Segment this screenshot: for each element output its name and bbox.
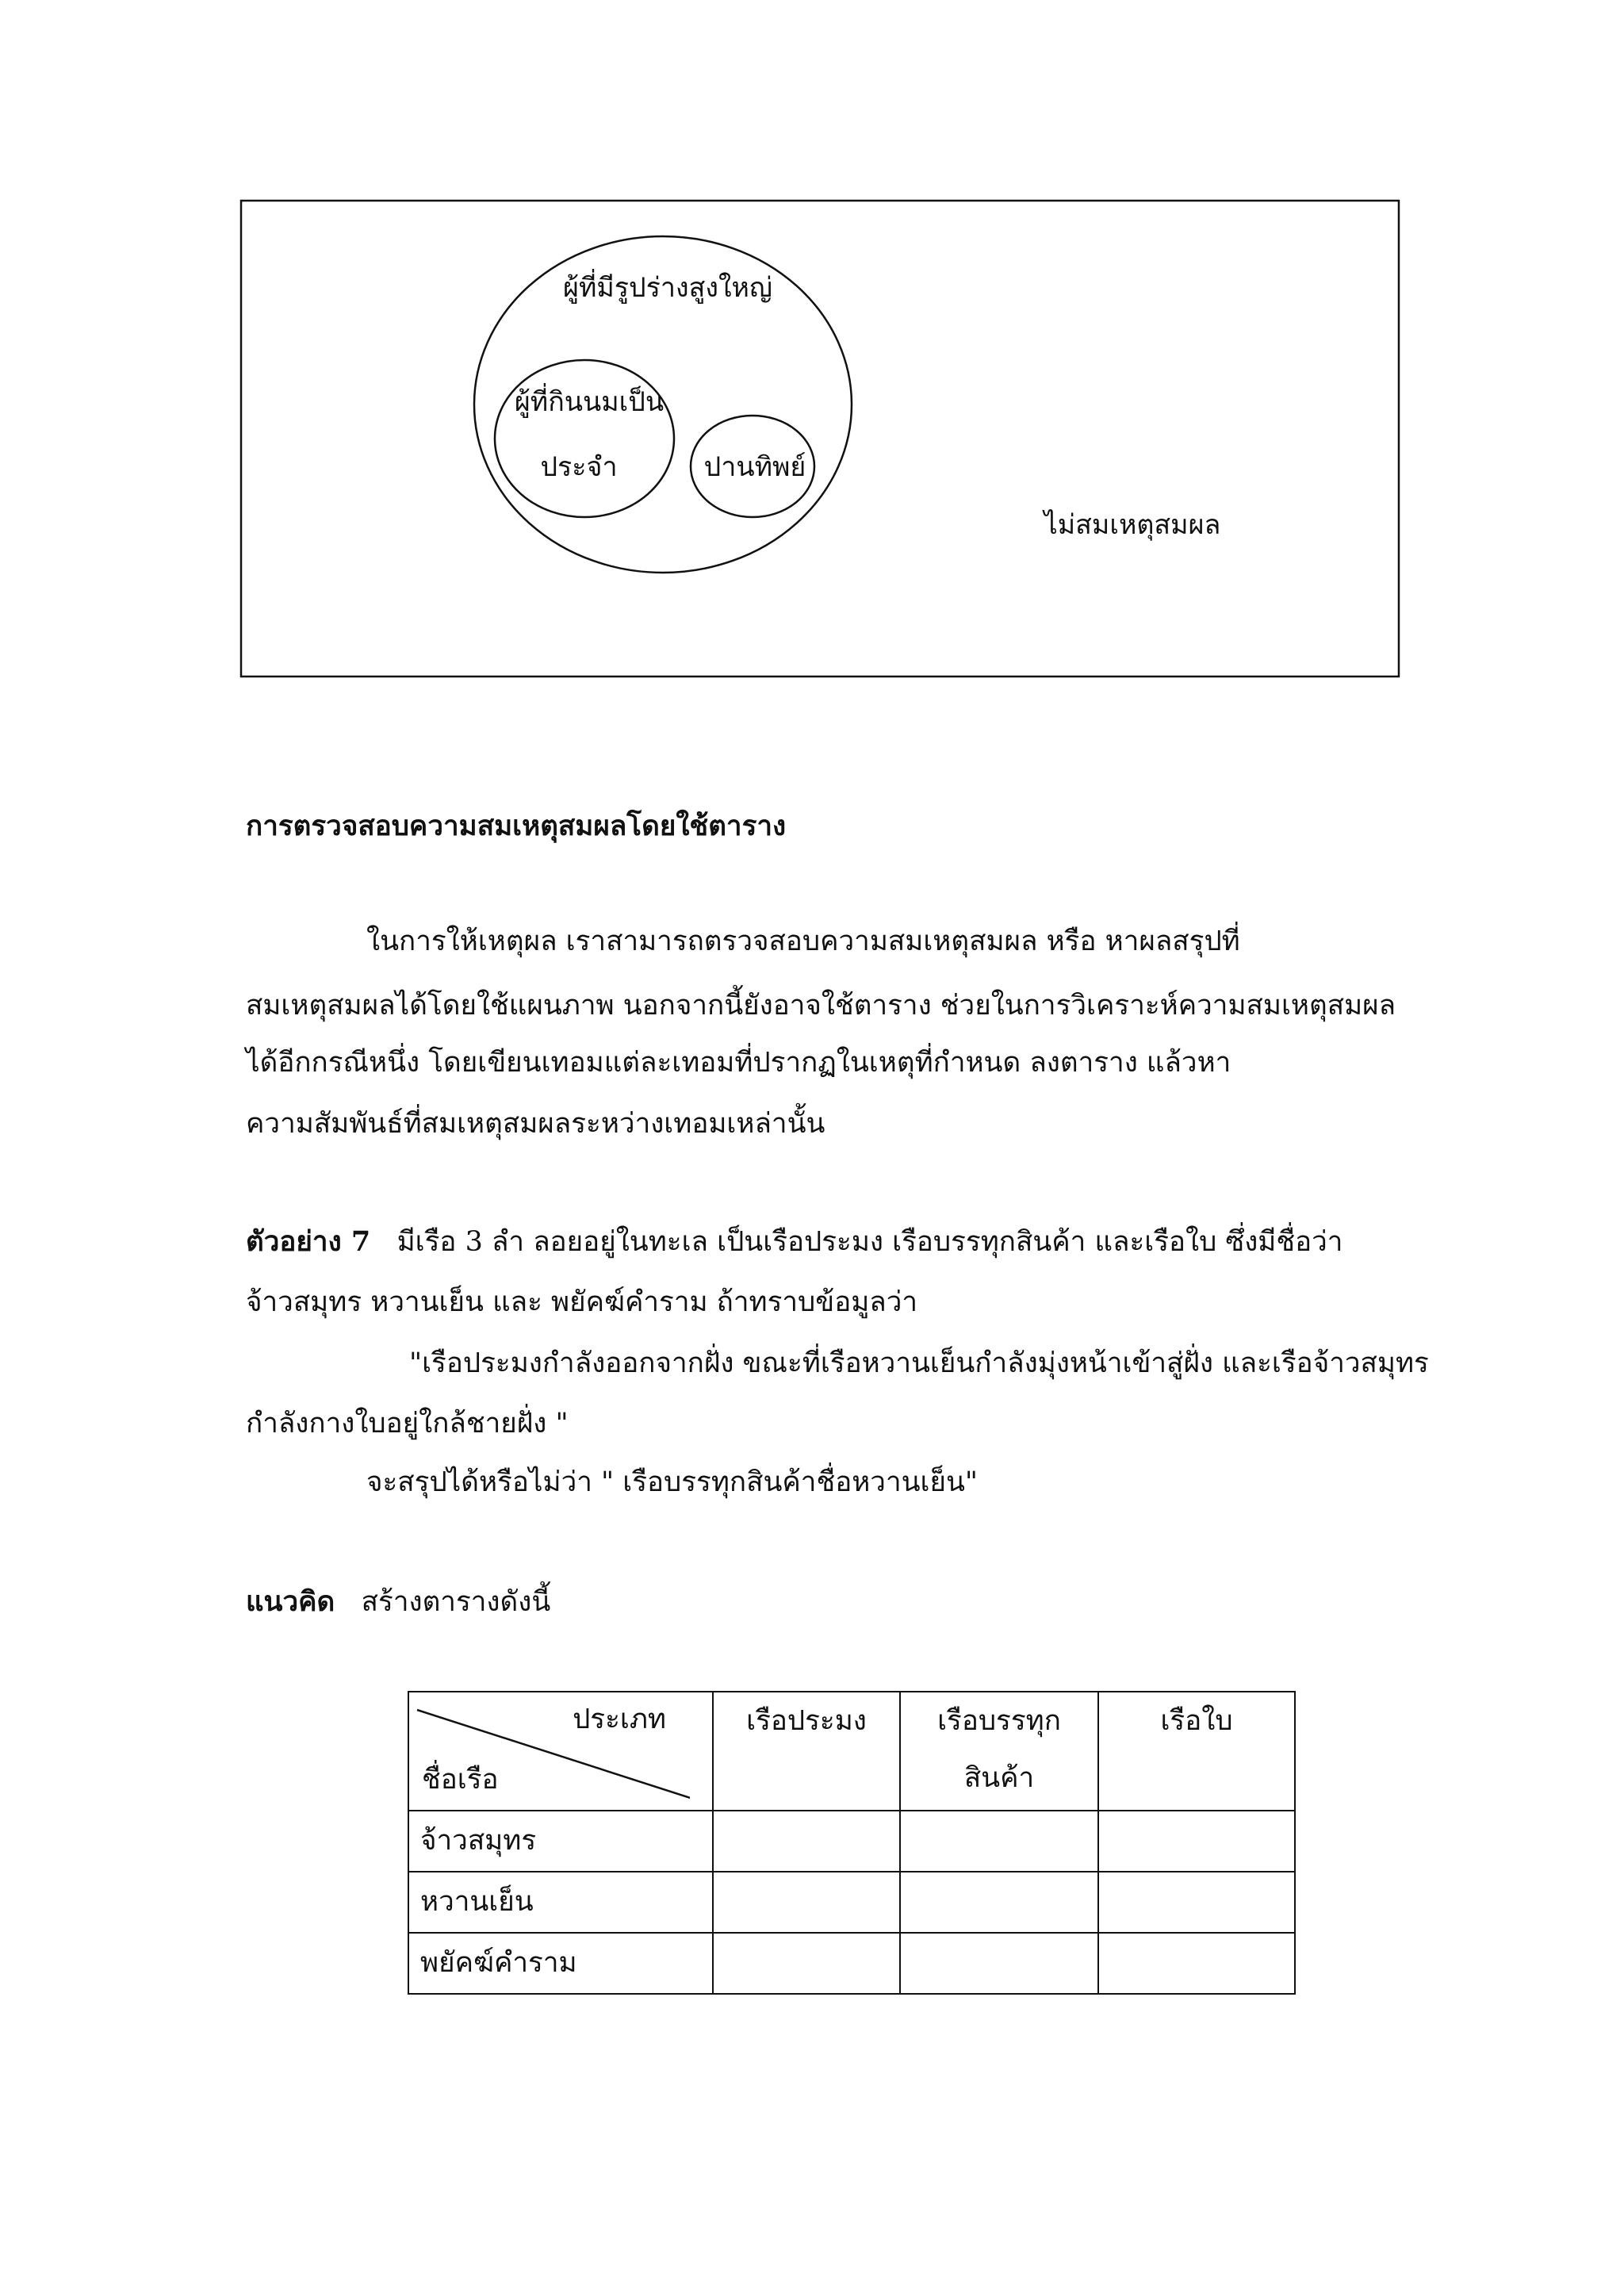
universe-box [241, 201, 1399, 677]
table-row [408, 1933, 1295, 1994]
header-sailboat: เรือใบ [1098, 1692, 1295, 1811]
row-name: พยัคฆ์คำราม [408, 1933, 713, 1994]
table-cell [1098, 1872, 1295, 1933]
table-cell [900, 1872, 1098, 1933]
inner-left-label-line1: ผู้ที่กินนมเป็น [514, 386, 665, 418]
inner-left-set-circle [495, 360, 674, 517]
header-cargo-line2: สินค้า [963, 1762, 1035, 1794]
example-line1 [246, 1223, 1342, 1261]
corner-header-name: ชื่อเรือ [422, 1764, 499, 1796]
outer-set-label: ผู้ที่มีรูปร่างสูงใหญ่ [563, 272, 772, 304]
table-cell [900, 1811, 1098, 1872]
row-name: จ้าวสมุทร [408, 1811, 713, 1872]
table-cell [1098, 1811, 1295, 1872]
inner-right-label: ปานทิพย์ [703, 451, 806, 483]
example-text: มีเรือ 3 ลำ ลอยอยู่ในทะเล เป็นเรือประมง เรือบรรทุกสินค้า และเรือใบ ซึ่งมีชื่อว่า [396, 1226, 1343, 1258]
concept-text: สร้างตารางดังนี้ [361, 1586, 551, 1618]
euler-diagram [0, 0, 1624, 714]
boat-table [408, 1691, 1296, 1995]
paragraph-line: สมเหตุสมผลได้โดยใช้แผนภาพ นอกจากนี้ยังอาจใช้ตาราง ช่วยในการวิเคราะห์ความสมเหตุสมผล [246, 990, 1396, 1022]
inner-left-label-line2: ประจำ [540, 451, 618, 483]
example-label: ตัวอย่าง 7 [246, 1225, 371, 1258]
boat-table-wrap [408, 1691, 1296, 1995]
concept-line [246, 1583, 550, 1621]
table-row [408, 1872, 1295, 1933]
corner-cell [408, 1692, 713, 1811]
header-cargo-boat [900, 1692, 1098, 1811]
table-cell [713, 1872, 900, 1933]
paragraph-line: ในการให้เหตุผล เราสามารถตรวจสอบความสมเหตุสมผล หรือ หาผลสรุปที่ [366, 926, 1240, 957]
corner-header-type: ประเภท [573, 1704, 666, 1735]
table-cell [713, 1933, 900, 1994]
paragraph-line: ความสัมพันธ์ที่สมเหตุสมผลระหว่างเทอมเหล่านั้น [246, 1108, 825, 1140]
example-line2: จ้าวสมุทร หวานเย็น และ พยัคฆ์คำราม ถ้าทราบข้อมูลว่า [246, 1286, 918, 1318]
table-row [408, 1811, 1295, 1872]
table-cell [1098, 1933, 1295, 1994]
row-name: หวานเย็น [408, 1872, 713, 1933]
table-cell [900, 1933, 1098, 1994]
header-fishing-boat: เรือประมง [713, 1692, 900, 1811]
example-question: จะสรุปได้หรือไม่ว่า " เรือบรรทุกสินค้าชื่อหวานเย็น" [366, 1466, 979, 1498]
concept-label: แนวคิด [246, 1585, 335, 1618]
section-heading: การตรวจสอบความสมเหตุสมผลโดยใช้ตาราง [246, 810, 787, 842]
example-quote-line2: กำลังกางใบอยู่ใกล้ชายฝั่ง " [246, 1408, 569, 1439]
table-header-row [408, 1692, 1295, 1811]
example-quote-line1: "เรือประมงกำลังออกจากฝั่ง ขณะที่เรือหวานเย็นกำลังมุ่งหน้าเข้าสู่ฝั่ง และเรือจ้าวสมุทร [409, 1347, 1429, 1379]
paragraph-line: ได้อีกกรณีหนึ่ง โดยเขียนเทอมแต่ละเทอมที่ปรากฏในเหตุที่กำหนด ลงตาราง แล้วหา [246, 1047, 1231, 1079]
table-cell [713, 1811, 900, 1872]
header-cargo-line1: เรือบรรทุก [937, 1705, 1061, 1737]
verdict-label: ไม่สมเหตุสมผล [1044, 509, 1221, 541]
